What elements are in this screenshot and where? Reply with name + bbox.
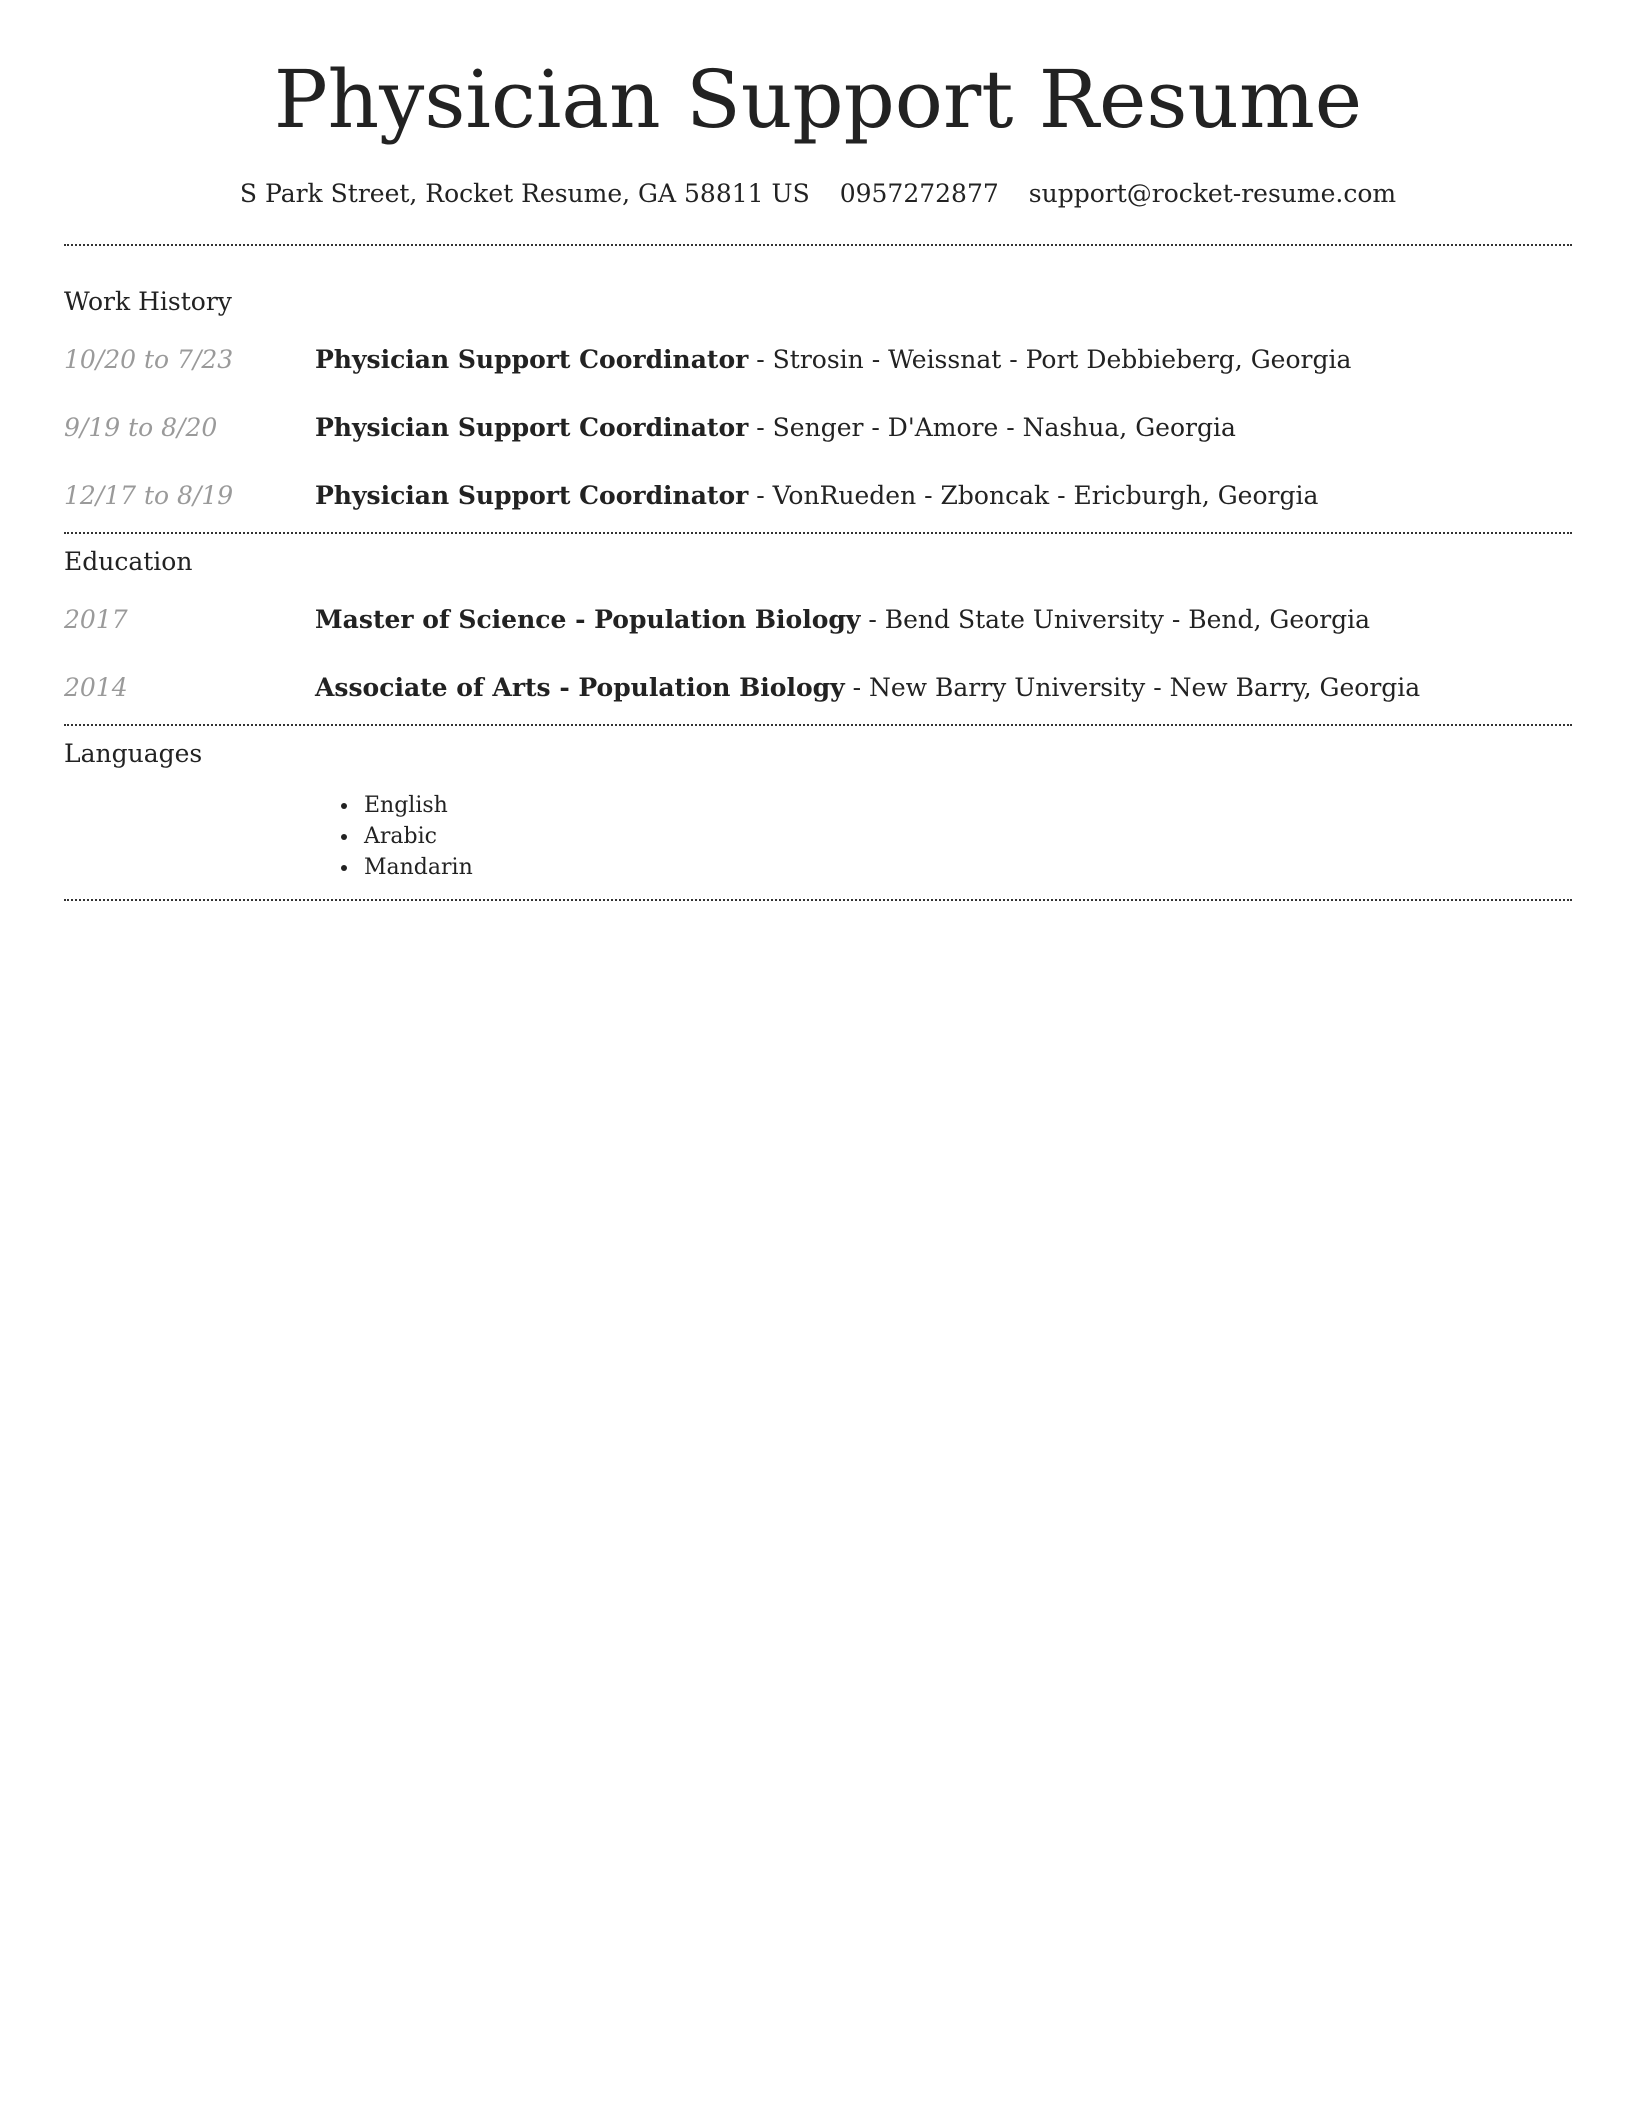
education-section bbox=[64, 546, 1572, 704]
education-entry bbox=[64, 672, 1572, 704]
work-entry-dates: 12/17 to 8/19 bbox=[64, 481, 234, 510]
contact-address: S Park Street, Rocket Resume, GA 58811 US bbox=[239, 179, 810, 208]
work-history-divider bbox=[64, 532, 1572, 534]
header-divider bbox=[64, 244, 1572, 246]
work-entry-dates: 9/19 to 8/20 bbox=[64, 413, 218, 442]
education-entry-degree: Associate of Arts - Population Biology bbox=[315, 673, 845, 702]
work-entry-detail: - Senger - D'Amore - Nashua, Georgia bbox=[748, 413, 1236, 442]
work-history-section bbox=[64, 286, 1572, 512]
work-entry-position: Physician Support Coordinator bbox=[315, 345, 749, 374]
work-entry-description bbox=[315, 344, 1572, 376]
language-item: • Arabic bbox=[360, 821, 1572, 852]
education-entry-description bbox=[315, 604, 1572, 636]
education-entry-year: 2017 bbox=[64, 605, 128, 634]
resume-page bbox=[64, 0, 1572, 901]
education-divider bbox=[64, 724, 1572, 726]
education-entry-description bbox=[315, 672, 1572, 704]
work-entry-detail: - Strosin - Weissnat - Port Debbieberg, Georgia bbox=[748, 345, 1352, 374]
education-entry-detail: - Bend State University - Bend, Georgia bbox=[860, 605, 1371, 634]
education-entry bbox=[64, 604, 1572, 636]
work-entry-position: Physician Support Coordinator bbox=[315, 413, 749, 442]
work-entry bbox=[64, 412, 1572, 444]
languages-divider bbox=[64, 899, 1572, 901]
education-entry-year: 2014 bbox=[64, 673, 128, 702]
contact-email: support@rocket-resume.com bbox=[1028, 179, 1397, 208]
work-entry-dates: 10/20 to 7/23 bbox=[64, 345, 234, 374]
work-entry-position: Physician Support Coordinator bbox=[315, 481, 749, 510]
work-history-heading: Work History bbox=[64, 287, 232, 316]
languages-section bbox=[64, 738, 1572, 883]
work-entry bbox=[64, 480, 1572, 512]
education-heading: Education bbox=[64, 547, 193, 576]
language-item: • Mandarin bbox=[360, 852, 1572, 883]
work-entry bbox=[64, 344, 1572, 376]
language-item: • English bbox=[360, 790, 1572, 821]
work-entry-description bbox=[315, 480, 1572, 512]
work-entry-description bbox=[315, 412, 1572, 444]
work-entry-detail: - VonRueden - Zboncak - Ericburgh, Georgia bbox=[748, 481, 1319, 510]
contact-line bbox=[64, 178, 1572, 210]
contact-phone: 0957272877 bbox=[839, 179, 999, 208]
education-entry-detail: - New Barry University - New Barry, Georgia bbox=[844, 673, 1421, 702]
languages-heading: Languages bbox=[64, 739, 203, 768]
languages-list bbox=[64, 790, 1572, 883]
resume-title: Physician Support Resume bbox=[273, 53, 1363, 146]
education-entry-degree: Master of Science - Population Biology bbox=[315, 605, 861, 634]
